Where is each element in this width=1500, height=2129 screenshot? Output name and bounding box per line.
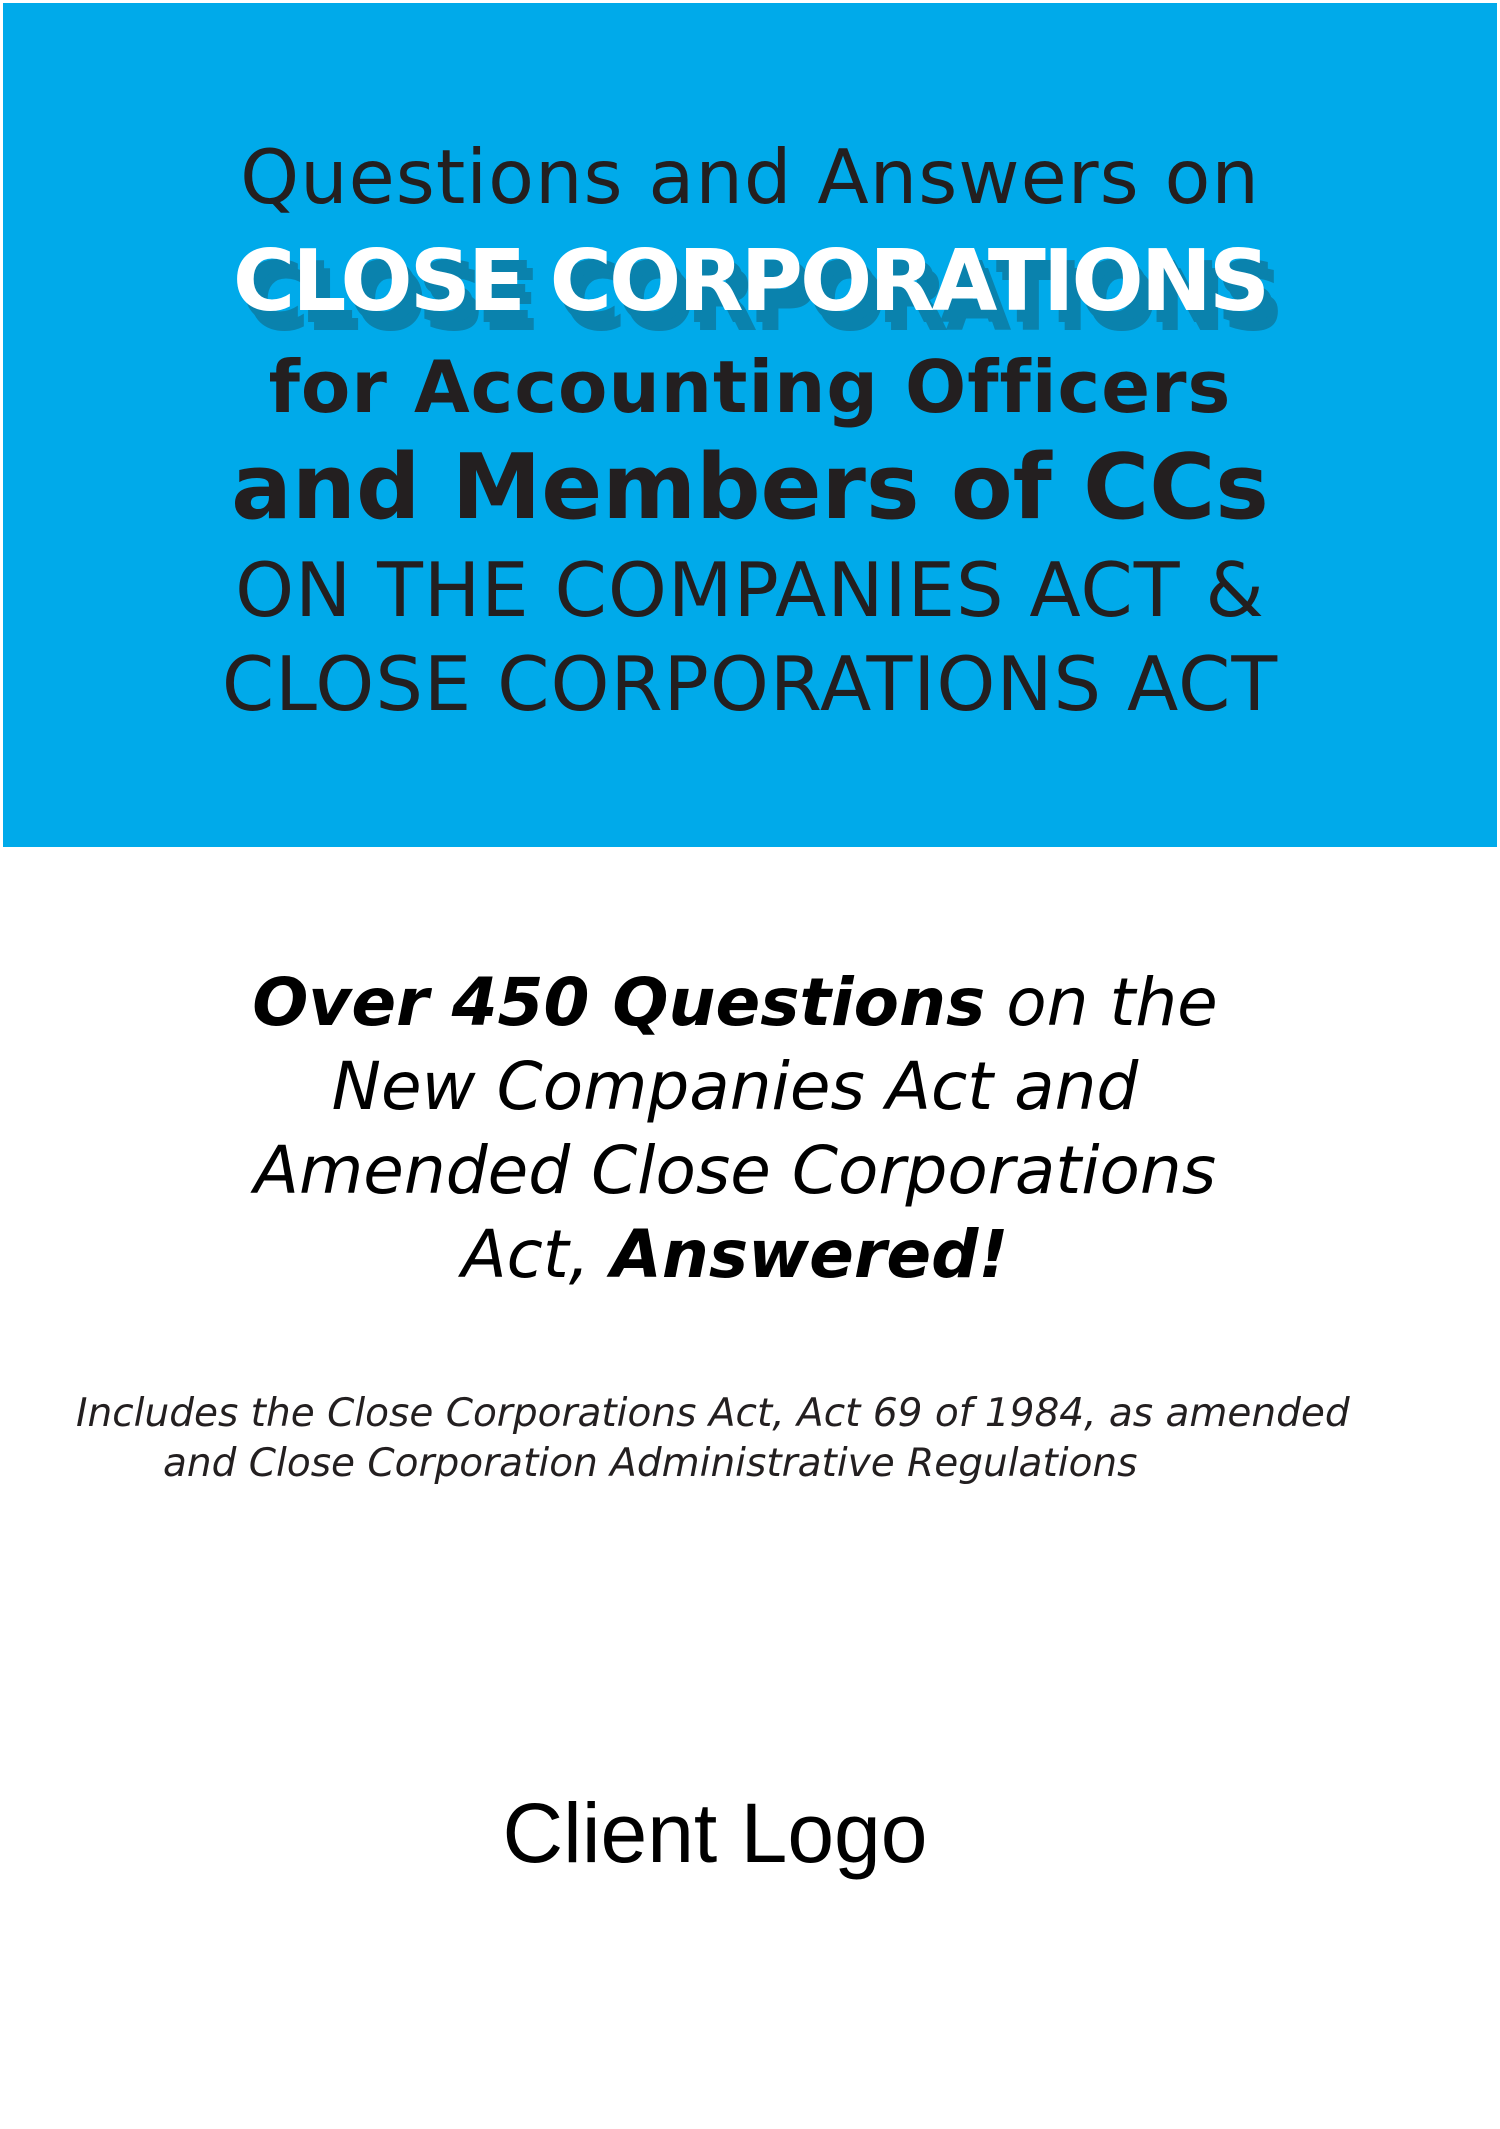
promo-line-1 xyxy=(0,961,1470,1045)
subtitle-line-2: CLOSE CORPORATIONS ACT xyxy=(221,640,1279,728)
promo-text: on the xyxy=(985,964,1218,1041)
promo-line-3: Amended Close Corporations xyxy=(253,1132,1217,1209)
includes-note-line-2: and Close Corporation Administrative Regulations xyxy=(163,1441,1138,1486)
subtitle-line-1: ON THE COMPANIES ACT & xyxy=(235,546,1265,634)
main-title: CLOSE CORPORATIONS xyxy=(232,232,1268,331)
title-line-1: Questions and Answers on xyxy=(240,133,1260,221)
includes-note-line-1: Includes the Close Corporations Act, Act 69 of 1984, as amended xyxy=(76,1391,1350,1436)
title-line-4: and Members of CCs xyxy=(231,435,1269,540)
promo-highlight: Answered! xyxy=(610,1216,1009,1293)
promo-text: Act, xyxy=(461,1216,611,1293)
promo-highlight: Over 450 Questions xyxy=(252,964,986,1041)
promo-line-2: New Companies Act and xyxy=(331,1048,1139,1125)
title-line-3: for Accounting Officers xyxy=(268,345,1232,429)
client-logo-placeholder: Client Logo xyxy=(502,1786,928,1880)
promo-line-4 xyxy=(0,1213,1470,1297)
